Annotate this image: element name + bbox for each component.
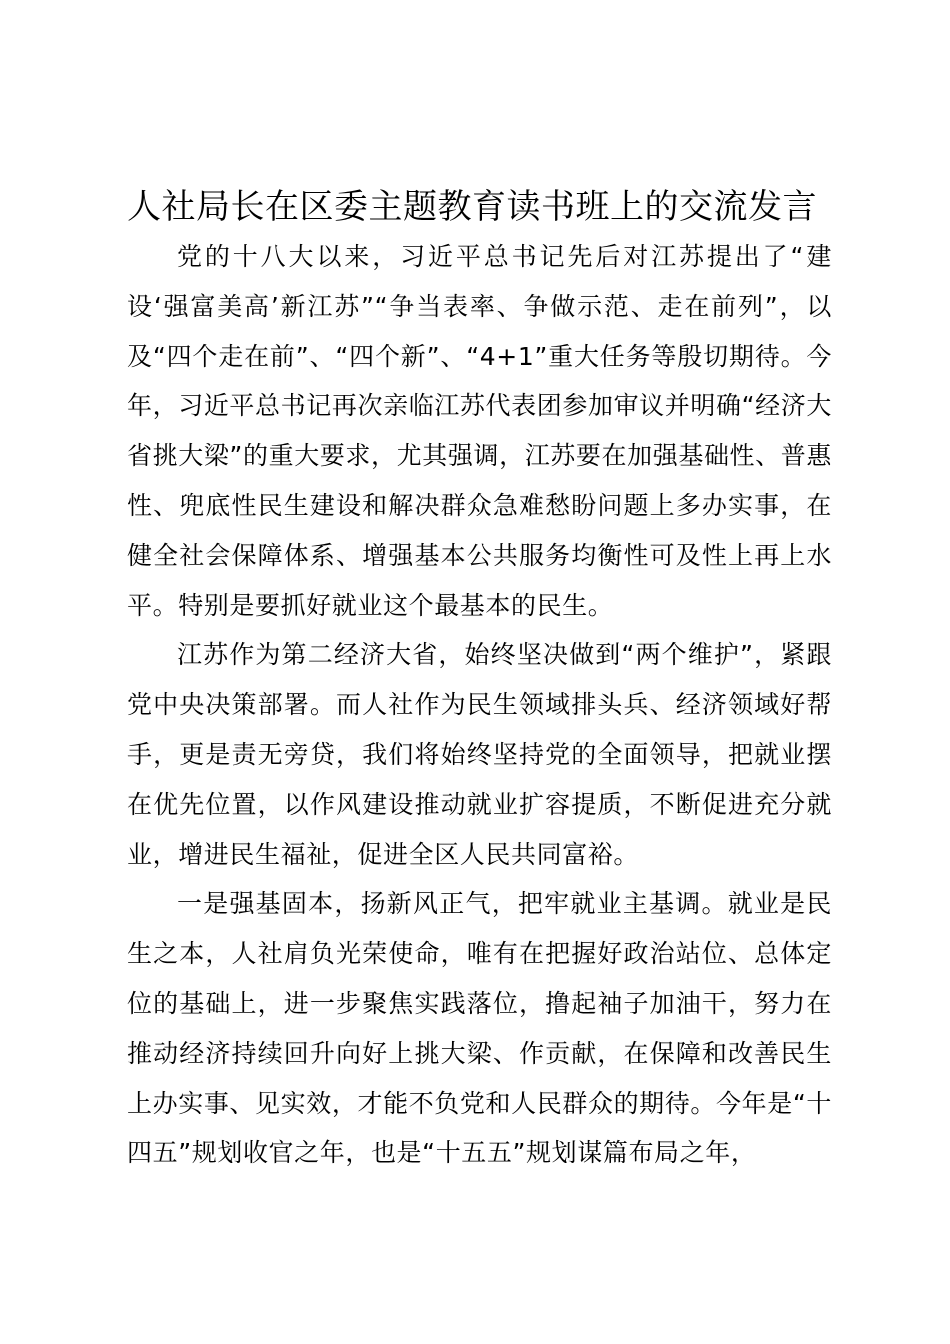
body-paragraph-1: 党的十八大以来，习近平总书记先后对江苏提出了“建设‘强富美高’新江苏”“争当表率、争做示范、走在前列”，以及“四个走在前”、“四个新”、“4+1”重大任务等殷切期待。今年，习近平总书记再次亲临江苏代表团参加审议并明确“经济大省挑大梁”的重大要求，尤其强调，江苏要在加强基础性、普惠性、兜底性民生建设和解决群众急难愁盼问题上多办实事，在健全社会保障体系、增强基本公共服务均衡性可及性上再上水平。特别是要抓好就业这个最基本的民生。 <box>127 242 832 620</box>
document-title: 人社局长在区委主题教育读书班上的交流发言 <box>127 187 817 227</box>
document-body <box>127 232 832 1178</box>
body-paragraph-2: 江苏作为第二经济大省，始终坚决做到“两个维护”，紧跟党中央决策部署。而人社作为民生领域排头兵、经济领域好帮手，更是责无旁贷，我们将始终坚持党的全面领导，把就业摆在优先位置，以作风建设推动就业扩容提质，不断促进充分就业，增进民生福祉，促进全区人民共同富裕。 <box>127 640 832 869</box>
body-paragraph-3: 一是强基固本，扬新风正气，把牢就业主基调。就业是民生之本，人社肩负光荣使命，唯有在把握好政治站位、总体定位的基础上，进一步聚焦实践落位，撸起袖子加油干，努力在推动经济持续回升向好上挑大梁、作贡献，在保障和改善民生上办实事、见实效，才能不负党和人民群众的期待。今年是“十四五”规划收官之年，也是“十五五”规划谋篇布局之年， <box>127 889 832 1168</box>
